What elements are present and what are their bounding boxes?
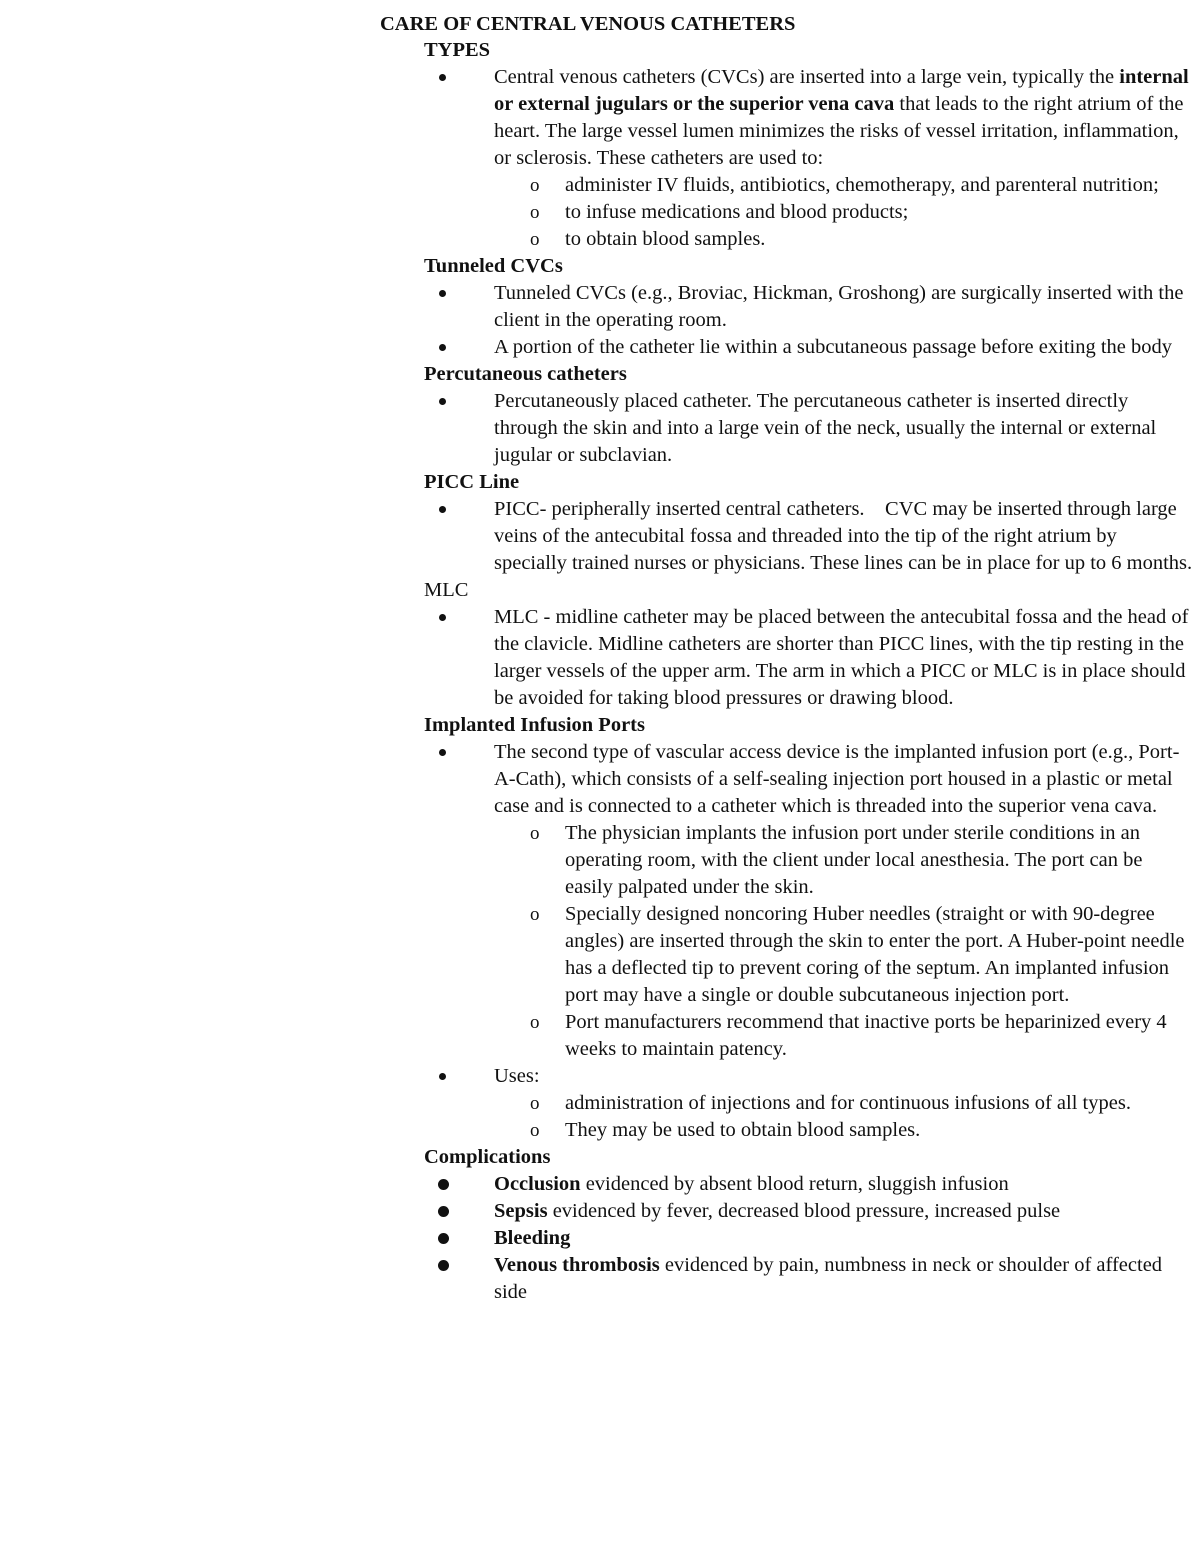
bullet-icon [439, 1073, 446, 1080]
list-item [424, 496, 1194, 577]
list-item [424, 1171, 1194, 1198]
section-heading-tunneled: Tunneled CVCs [424, 255, 563, 277]
mlc-list [424, 604, 1194, 712]
section-heading-complications: Complications [424, 1146, 551, 1168]
complication-name: Sepsis [494, 1200, 548, 1222]
item-text: PICC- peripherally inserted central catheters. CVC may be inserted through large veins of the antecubital fossa and threaded into the tip of the right atrium by specially trained nurses or physicians. These lines can be in place for up to 6 months. [494, 498, 1193, 574]
item-text: The second type of vascular access device is the implanted infusion port (e.g., Port-A-Cath), which consists of a self-sealing injection port housed in a plastic or metal case and is connected to a catheter which is threaded into the superior vena cava. [494, 741, 1180, 817]
bullet-icon [439, 74, 446, 81]
sub-list-item [494, 1117, 1194, 1144]
types-item-text-bold: internal or external jugulars or the superior vena cava [494, 66, 1189, 115]
sub-list-item [494, 1090, 1194, 1117]
tunneled-list [424, 280, 1194, 361]
sub-item-text: administration of injections and for continuous infusions of all types. [565, 1092, 1131, 1114]
complication-name: Venous thrombosis [494, 1254, 660, 1276]
sub-bullet-icon: o [530, 1012, 540, 1033]
ports-sublist [424, 820, 1194, 1063]
section-heading-ports: Implanted Infusion Ports [424, 714, 645, 736]
bullet-icon [439, 398, 446, 405]
types-list [424, 64, 1194, 253]
ports-list [424, 739, 1194, 1144]
list-item [424, 64, 1194, 253]
section-heading-picc: PICC Line [424, 471, 520, 493]
sub-bullet-icon: o [530, 1093, 540, 1114]
sub-list-item [494, 1009, 1194, 1063]
complication-detail: evidenced by pain, numbness in neck or shoulder of affected side [494, 1254, 1163, 1303]
item-text: Uses: [494, 1065, 540, 1087]
complication-name: Bleeding [494, 1227, 571, 1249]
item-text: Percutaneously placed catheter. The percutaneous catheter is inserted directly through the skin and into a large vein of the neck, usually the internal or external jugular or subclavian. [494, 390, 1157, 466]
item-text: A portion of the catheter lie within a subcutaneous passage before exiting the body [494, 336, 1173, 358]
sub-bullet-icon: o [530, 1120, 540, 1141]
picc-list [424, 496, 1194, 577]
sub-item-text: The physician implants the infusion port under sterile conditions in an operating room, with the client under local anesthesia. The port can be easily palpated under the skin. [565, 822, 1143, 898]
document-title: CARE OF CENTRAL VENOUS CATHETERS [380, 13, 796, 35]
sub-item-text: They may be used to obtain blood samples. [565, 1119, 921, 1141]
document-body [424, 37, 1194, 1306]
sub-item-text: Port manufacturers recommend that inactive ports be heparinized every 4 weeks to maintain patency. [565, 1011, 1167, 1060]
sub-bullet-icon: o [530, 229, 540, 250]
bullet-icon [439, 290, 446, 297]
sub-item-text: administer IV fluids, antibiotics, chemotherapy, and parenteral nutrition; [565, 174, 1159, 196]
section-heading-mlc: MLC [424, 579, 469, 601]
list-item [424, 739, 1194, 1063]
sub-list-item [494, 901, 1194, 1009]
bullet-icon [439, 614, 446, 621]
sub-bullet-icon: o [530, 175, 540, 196]
sub-item-text: Specially designed noncoring Huber needles (straight or with 90-degree angles) are inserted through the skin to enter the port. A Huber-point needle has a deflected tip to prevent coring of the septum. An implanted infusion port may have a single or double subcutaneous injection port. [565, 903, 1185, 1006]
list-item [424, 334, 1194, 361]
types-item-text-pre: Central venous catheters (CVCs) are inserted into a large vein, typically the [494, 66, 1120, 88]
item-text: Tunneled CVCs (e.g., Broviac, Hickman, Groshong) are surgically inserted with the client in the operating room. [494, 282, 1184, 331]
types-sublist [424, 172, 1194, 253]
percutaneous-list [424, 388, 1194, 469]
sub-list-item [494, 172, 1194, 199]
list-item [424, 1252, 1194, 1306]
complication-detail: evidenced by absent blood return, sluggish infusion [580, 1173, 1009, 1195]
list-item [424, 1063, 1194, 1144]
bullet-icon [438, 1206, 449, 1217]
section-heading-types: TYPES [424, 39, 491, 61]
sub-bullet-icon: o [530, 904, 540, 925]
complication-detail: evidenced by fever, decreased blood pressure, increased pulse [547, 1200, 1061, 1222]
list-item [424, 280, 1194, 334]
types-item-text-post: that leads to the right atrium of the heart. The large vessel lumen minimizes the risks of vessel irritation, inflammation, or sclerosis. These catheters are used to: [494, 93, 1184, 169]
item-text: MLC - midline catheter may be placed between the antecubital fossa and the head of the clavicle. Midline catheters are shorter than PICC lines, with the tip resting in the larger vessels of the upper arm. The arm in which a PICC or MLC is in place should be avoided for taking blood pressures or drawing blood. [494, 606, 1189, 709]
list-item [424, 1225, 1194, 1252]
uses-sublist [424, 1090, 1194, 1144]
sub-bullet-icon: o [530, 823, 540, 844]
sub-list-item [494, 226, 1194, 253]
complications-list [424, 1171, 1194, 1306]
bullet-icon [439, 749, 446, 756]
section-heading-percutaneous: Percutaneous catheters [424, 363, 627, 385]
sub-item-text: to obtain blood samples. [565, 228, 766, 250]
sub-list-item [494, 820, 1194, 901]
list-item [424, 604, 1194, 712]
sub-bullet-icon: o [530, 202, 540, 223]
sub-item-text: to infuse medications and blood products; [565, 201, 909, 223]
bullet-icon [439, 344, 446, 351]
bullet-icon [438, 1233, 449, 1244]
list-item [424, 1198, 1194, 1225]
sub-list-item [494, 199, 1194, 226]
bullet-icon [438, 1179, 449, 1190]
list-item [424, 388, 1194, 469]
bullet-icon [438, 1260, 449, 1271]
bullet-icon [439, 506, 446, 513]
complication-name: Occlusion [494, 1173, 581, 1195]
